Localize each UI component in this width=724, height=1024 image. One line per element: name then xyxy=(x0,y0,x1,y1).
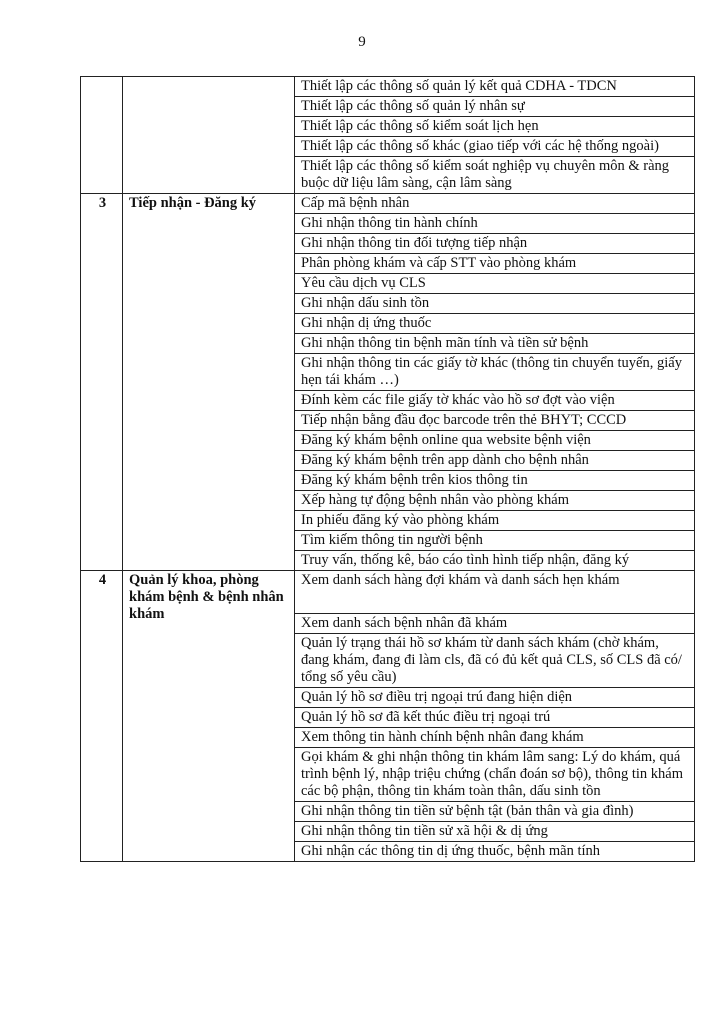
function-item: Đính kèm các file giấy tờ khác vào hồ sơ đợt vào viện xyxy=(295,391,695,411)
function-item: Xem danh sách hàng đợi khám và danh sách hẹn khám xyxy=(295,571,695,614)
function-item: Ghi nhận thông tin tiền sử xã hội & dị ứng xyxy=(295,822,695,842)
function-item: Tìm kiếm thông tin người bệnh xyxy=(295,531,695,551)
function-item: Xếp hàng tự động bệnh nhân vào phòng khám xyxy=(295,491,695,511)
function-item: Ghi nhận thông tin hành chính xyxy=(295,214,695,234)
function-item: Tiếp nhận bằng đầu đọc barcode trên thẻ BHYT; CCCD xyxy=(295,411,695,431)
function-item: Ghi nhận thông tin các giấy tờ khác (thông tin chuyển tuyến, giấy hẹn tái khám …) xyxy=(295,354,695,391)
function-item: Đăng ký khám bệnh online qua website bệnh viện xyxy=(295,431,695,451)
function-item: Phân phòng khám và cấp STT vào phòng khám xyxy=(295,254,695,274)
function-item: Gọi khám & ghi nhận thông tin khám lâm sang: Lý do khám, quá trình bệnh lý, nhập triệu chứng (chẩn đoán sơ bộ), thông tin khám các bộ phận, thông tin khám toàn thân, dấu sinh tồn xyxy=(295,748,695,802)
function-item: Thiết lập các thông số kiểm soát lịch hẹn xyxy=(295,117,695,137)
group-name: Quản lý khoa, phòng khám bệnh & bệnh nhân khám xyxy=(123,571,295,862)
group-number: 3 xyxy=(81,194,123,571)
function-item: Quản lý hồ sơ điều trị ngoại trú đang hiện diện xyxy=(295,688,695,708)
function-item: Thiết lập các thông số kiểm soát nghiệp vụ chuyên môn & ràng buộc dữ liệu lâm sàng, cận lâm sàng xyxy=(295,157,695,194)
function-item: Thiết lập các thông số quản lý nhân sự xyxy=(295,97,695,117)
function-item: Quản lý hồ sơ đã kết thúc điều trị ngoại trú xyxy=(295,708,695,728)
function-item: Đăng ký khám bệnh trên kios thông tin xyxy=(295,471,695,491)
function-item: Ghi nhận dấu sinh tồn xyxy=(295,294,695,314)
function-item: Ghi nhận thông tin tiền sử bệnh tật (bản thân và gia đình) xyxy=(295,802,695,822)
function-item: Xem danh sách bệnh nhân đã khám xyxy=(295,614,695,634)
page-number: 9 xyxy=(358,34,366,50)
function-item: Yêu cầu dịch vụ CLS xyxy=(295,274,695,294)
function-item: Xem thông tin hành chính bệnh nhân đang khám xyxy=(295,728,695,748)
function-item: In phiếu đăng ký vào phòng khám xyxy=(295,511,695,531)
function-item: Ghi nhận thông tin bệnh mãn tính và tiền sử bệnh xyxy=(295,334,695,354)
group-name: Tiếp nhận - Đăng ký xyxy=(123,194,295,571)
function-item: Ghi nhận thông tin đối tượng tiếp nhận xyxy=(295,234,695,254)
function-item: Ghi nhận các thông tin dị ứng thuốc, bệnh mãn tính xyxy=(295,842,695,862)
function-item: Cấp mã bệnh nhân xyxy=(295,194,695,214)
group-name xyxy=(123,77,295,194)
function-item: Ghi nhận dị ứng thuốc xyxy=(295,314,695,334)
function-item: Thiết lập các thông số quản lý kết quả CDHA - TDCN xyxy=(295,77,695,97)
function-table xyxy=(80,76,695,862)
function-item: Quản lý trạng thái hồ sơ khám từ danh sách khám (chờ khám, đang khám, đang đi làm cls, đã có đủ kết quả CLS, số CLS đã có/ tổng số yêu cầu) xyxy=(295,634,695,688)
table-row xyxy=(81,77,695,97)
group-number xyxy=(81,77,123,194)
table-row xyxy=(81,571,695,614)
function-item: Đăng ký khám bệnh trên app dành cho bệnh nhân xyxy=(295,451,695,471)
function-item: Truy vấn, thống kê, báo cáo tình hình tiếp nhận, đăng ký xyxy=(295,551,695,571)
table-row xyxy=(81,194,695,214)
function-item: Thiết lập các thông số khác (giao tiếp với các hệ thống ngoài) xyxy=(295,137,695,157)
group-number: 4 xyxy=(81,571,123,862)
